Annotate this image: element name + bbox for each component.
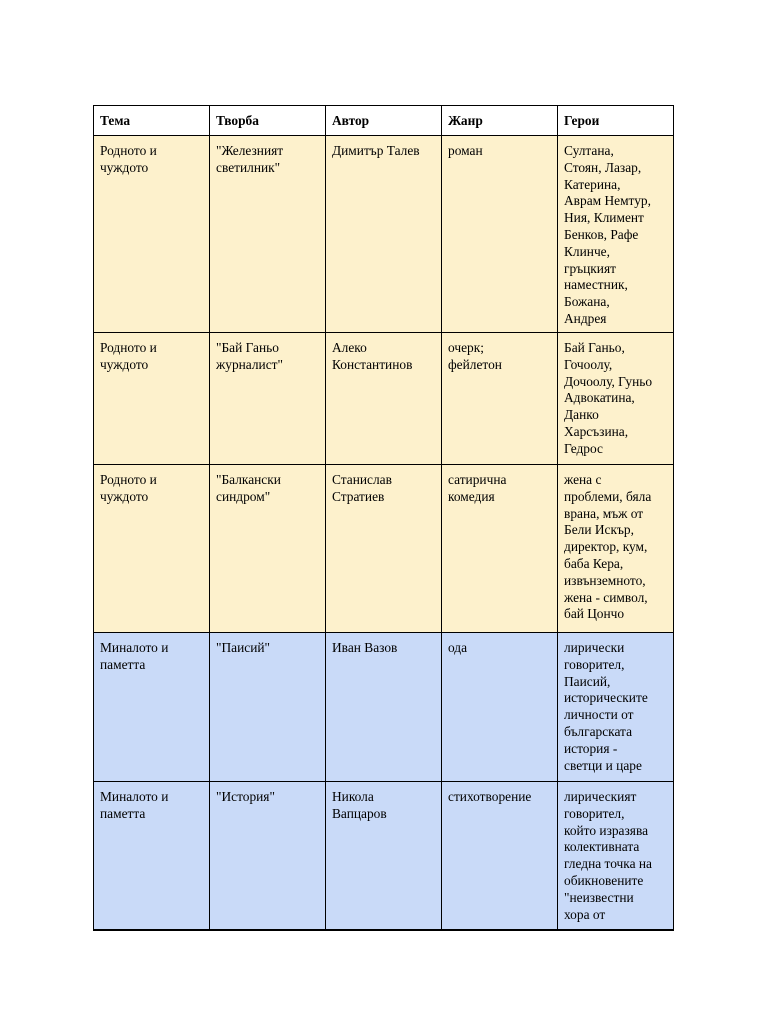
cell-genre: сатирична комедия [442,465,558,633]
table-row [94,782,674,931]
header-genre: Жанр [442,106,558,136]
cell-theme: Родното и чуждото [94,136,210,333]
cell-genre: очерк; фейлетон [442,333,558,465]
cell-theme: Родното и чуждото [94,465,210,633]
table-row [94,333,674,465]
cell-author: Никола Вапцаров [326,782,442,931]
table-header-row [94,106,674,136]
cell-characters: Султана, Стоян, Лазар, Катерина, Аврам Немтур, Ния, Климент Бенков, Рафе Клинче, гръцкият наместник, Божана, Андрея [558,136,674,333]
cell-genre: ода [442,633,558,782]
table-row [94,633,674,782]
header-author: Автор [326,106,442,136]
header-work: Творба [210,106,326,136]
cell-work: "Балкански синдром" [210,465,326,633]
cell-characters: лирическият говорител, който изразява колективната гледна точка на обикновените "неизвестни хора от [558,782,674,931]
cell-author: Иван Вазов [326,633,442,782]
cell-genre: стихотворение [442,782,558,931]
cell-author: Станислав Стратиев [326,465,442,633]
cell-characters: Бай Ганьо, Гочоолу, Дочоолу, Гуньо Адвокатина, Данко Харсъзина, Гедрос [558,333,674,465]
literature-table [93,105,674,931]
table-row [94,465,674,633]
cell-work: "История" [210,782,326,931]
cell-author: Димитър Талев [326,136,442,333]
cell-theme: Родното и чуждото [94,333,210,465]
table-row [94,136,674,333]
cell-work: "Бай Ганьо журналист" [210,333,326,465]
cell-work: "Паисий" [210,633,326,782]
header-theme: Тема [94,106,210,136]
cell-genre: роман [442,136,558,333]
cell-theme: Миналото и паметта [94,633,210,782]
cell-author: Алеко Константинов [326,333,442,465]
cell-characters: жена с проблеми, бяла врана, мъж от Бели Искър, директор, кум, баба Кера, извънземното, жена - символ, бай Цончо [558,465,674,633]
header-characters: Герои [558,106,674,136]
cell-characters: лирически говорител, Паисий, историческите личности от българската история - светци и царе [558,633,674,782]
cell-theme: Миналото и паметта [94,782,210,931]
cell-work: "Железният светилник" [210,136,326,333]
